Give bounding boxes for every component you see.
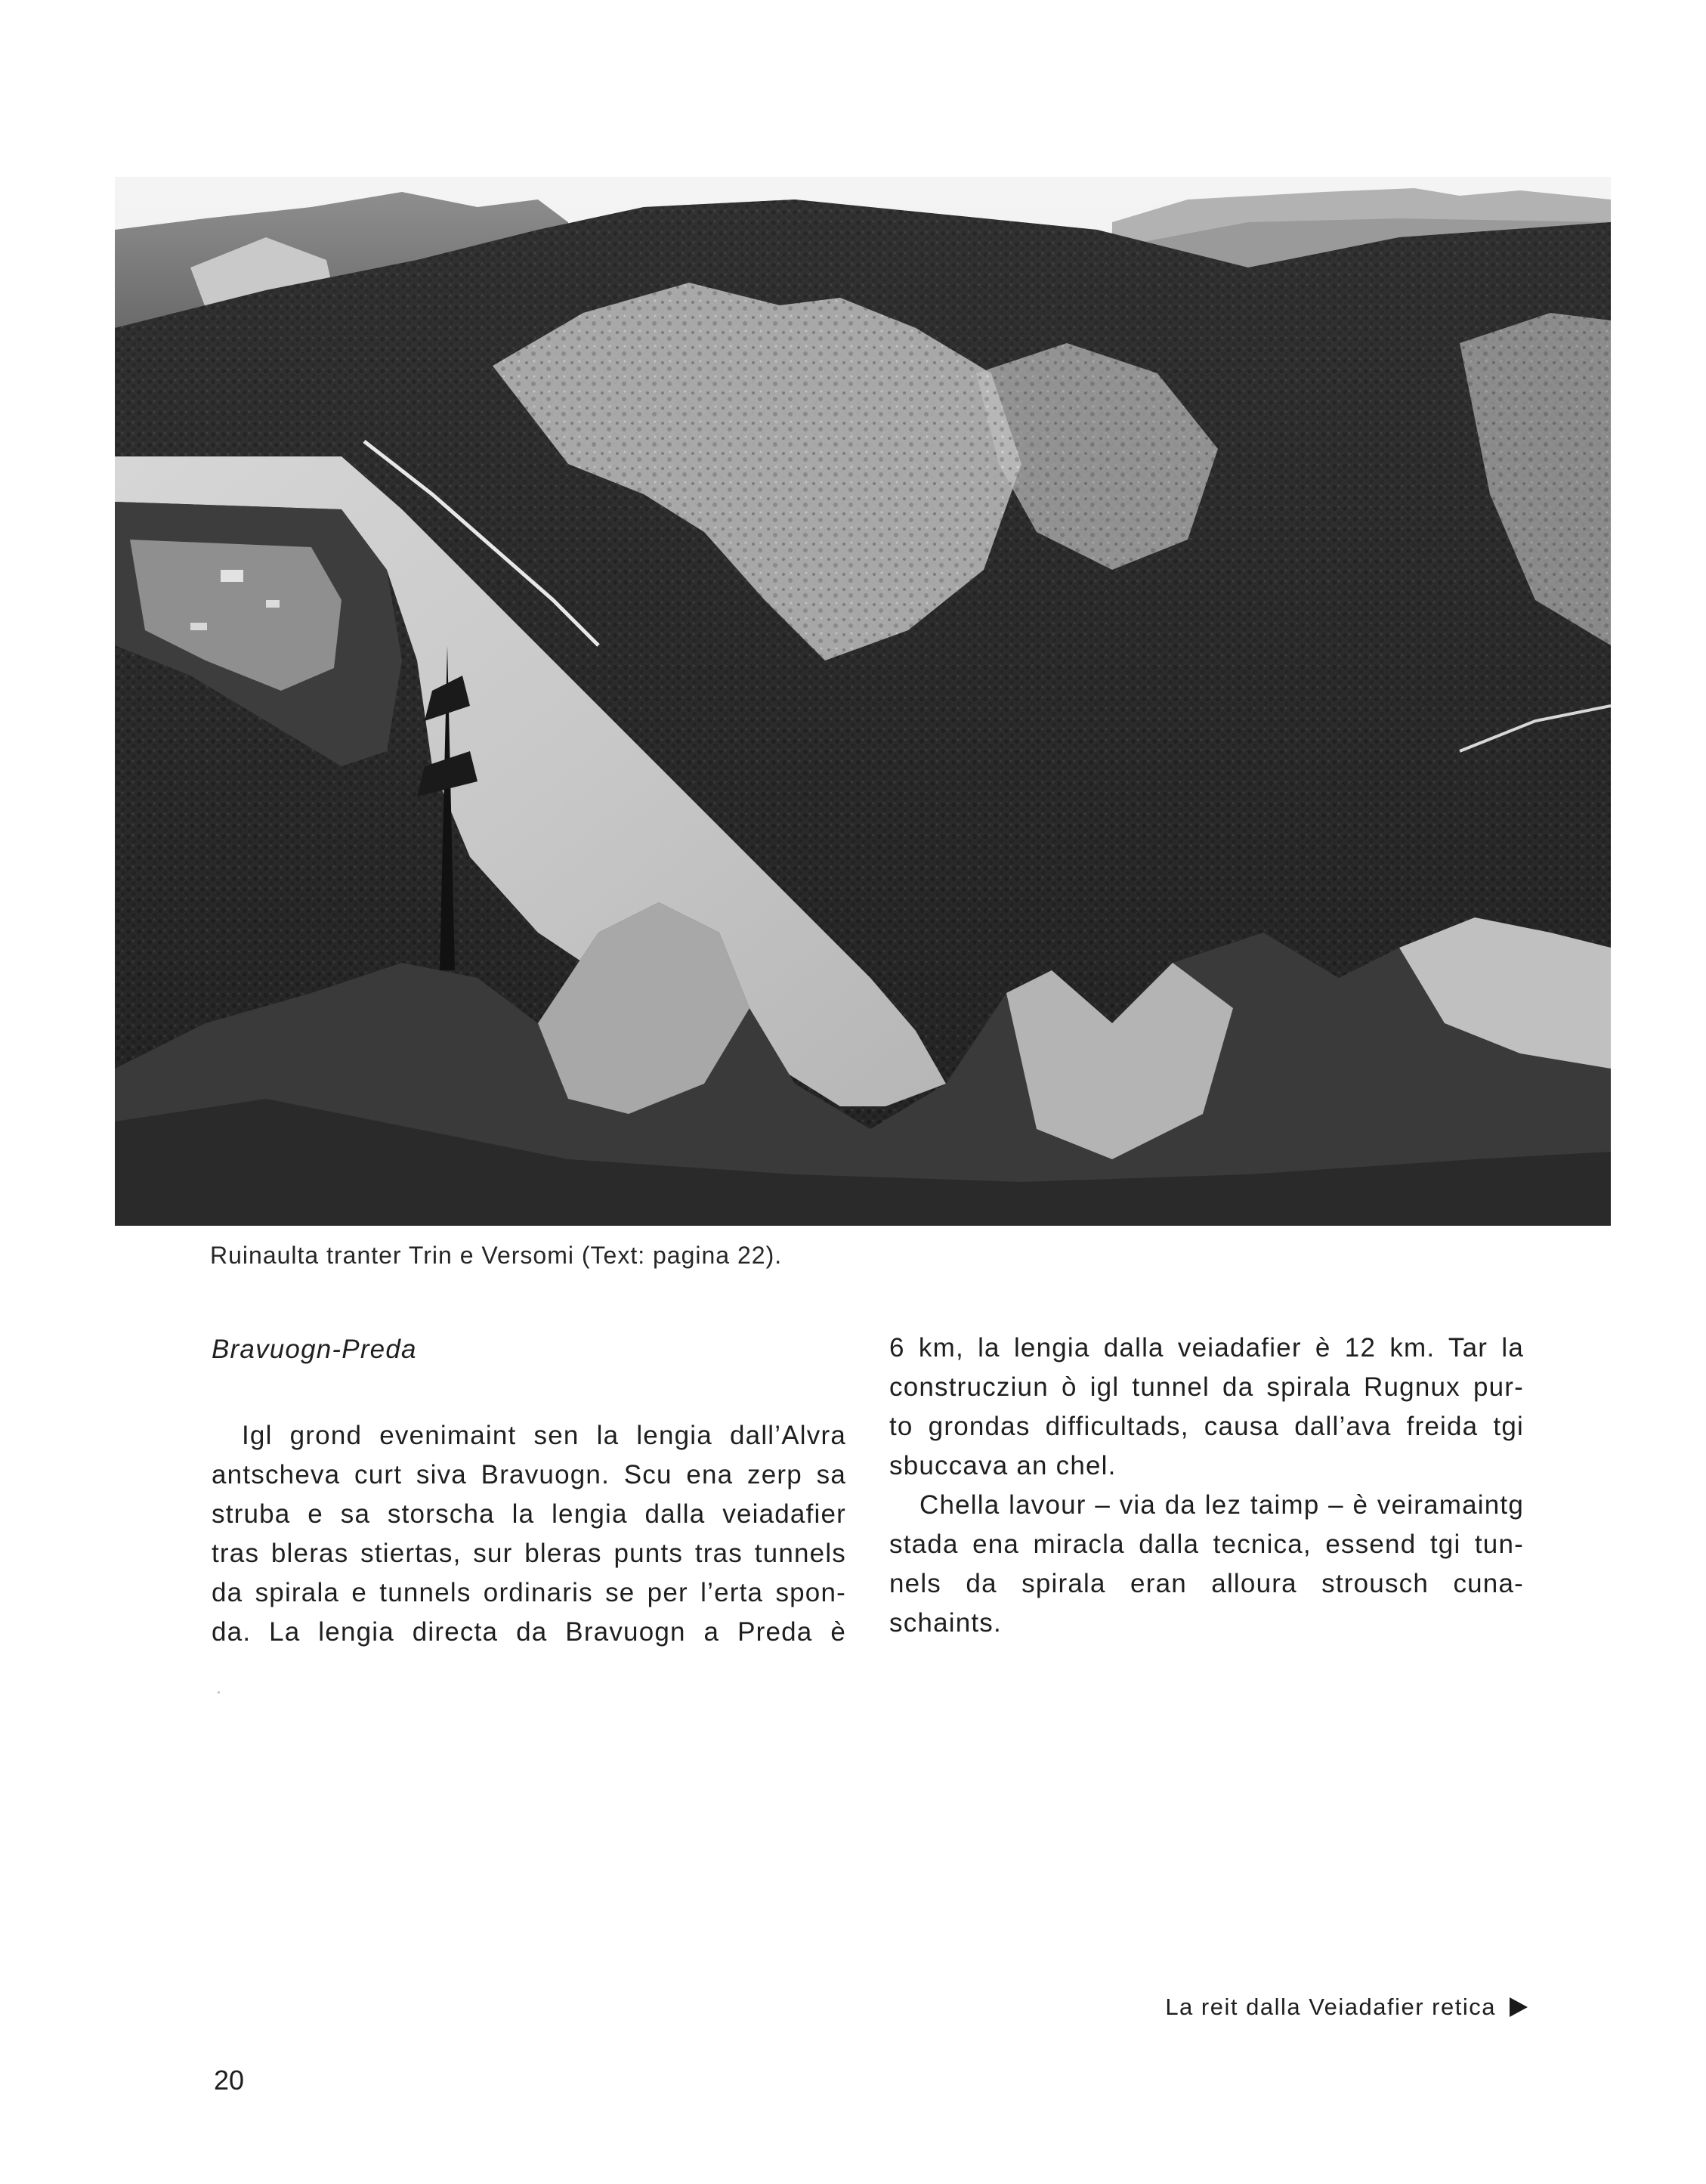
text-line: construcziun ò igl tunnel da spirala Rugnux pur- [889,1372,1524,1402]
page-number: 20 [214,2065,245,2096]
text-line: sbuccava an chel. [889,1451,1117,1480]
text-line: Igl grond evenimaint sen la lengia dall’Alvra [242,1421,846,1450]
text-line: da. La lengia directa da Bravuogn a Preda è [212,1617,846,1647]
text-line: 6 km, la lengia dalla veiadafier è 12 km. Tar la [889,1333,1524,1363]
text-line: Chella lavour – via da lez taimp – è veiramaintg [919,1490,1524,1520]
article-column-left [212,1330,846,1652]
text-line: tras bleras stiertas, sur bleras punts tras tunnels [212,1539,846,1568]
triangle-right-icon [1510,1997,1528,2017]
photo-caption: Ruinaulta tranter Trin e Versomi (Text: pagina 22). [210,1242,783,1269]
article-column-right [889,1329,1524,1643]
text-line: struba e sa storscha la lengia dalla veiadafier [212,1499,846,1529]
text-line: nels da spirala eran alloura strousch cuna- [889,1569,1524,1598]
text-line: da spirala e tunnels ordinaris se per l’erta spon- [212,1578,846,1607]
article-heading: Bravuogn-Preda [212,1335,417,1364]
text-line: antscheva curt siva Bravuogn. Scu ena zerp sa [212,1460,846,1490]
text-line: to grondas difficultads, causa dall’ava freida tgi [889,1412,1524,1441]
text-line: stada ena miracla dalla tecnica, essend tgi tun- [889,1530,1524,1559]
next-section-label: La reit dalla Veiadafier retica [1165,1994,1496,2020]
text-line: schaints. [889,1608,1002,1638]
page-speck [218,1691,220,1694]
photo-ruinaulta [115,177,1611,1226]
next-section-link [1165,1994,1528,2021]
